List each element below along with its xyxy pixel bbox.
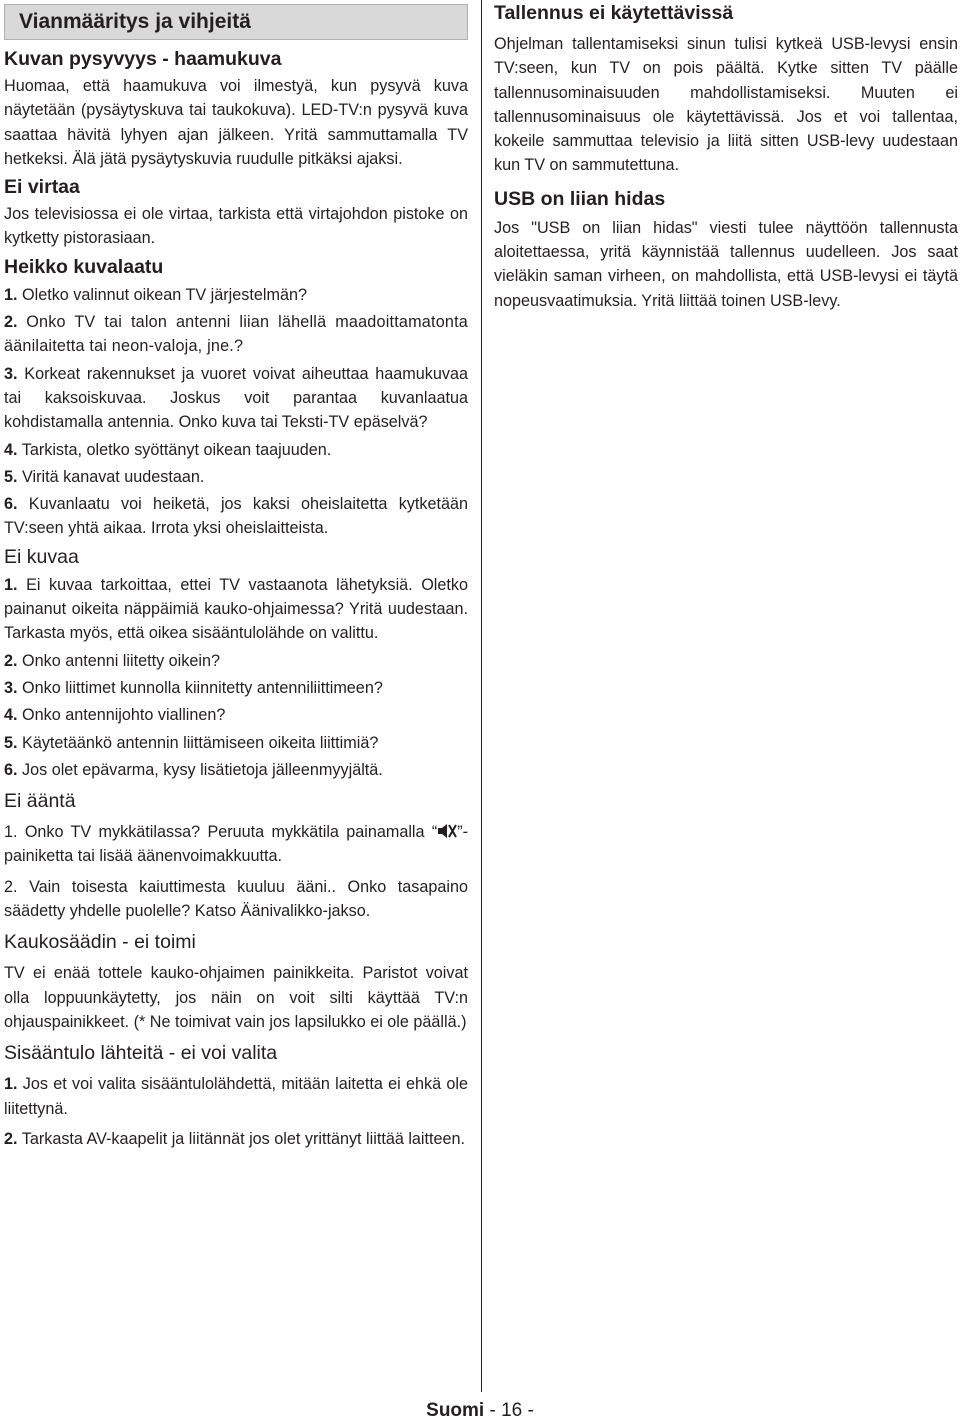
left-column [4, 0, 468, 1151]
item-number: 1. [4, 823, 18, 842]
section-ghost-image [4, 46, 468, 171]
page-footer [0, 1400, 960, 1422]
item-number: 1. [4, 575, 18, 594]
item-text: Onko liittimet kunnolla kiinnitetty antenniliittimeen? [22, 678, 383, 697]
item-number: 1. [4, 285, 18, 304]
item-number: 5. [4, 733, 18, 752]
item-text: Jos et voi valita sisääntulolähdettä, mitään laitetta ei ehkä ole liitettynä. [4, 1075, 468, 1118]
item-number: 2. [4, 313, 18, 332]
item-number: 4. [4, 440, 18, 459]
item-text: Ei kuvaa tarkoittaa, ettei TV vastaanota lähetyksiä. Oletko painanut oikeita näppäimiä kauko-ohjaimessa? Yritä uudestaan. Tarkasta myös, että oikea sisääntulolähde on valittu. [4, 575, 468, 643]
item-number: 3. [4, 364, 18, 383]
item-text: Viritä kanavat uudestaan. [22, 467, 205, 486]
list-item [4, 362, 468, 435]
page-number: - 16 - [489, 1400, 534, 1421]
section-poor-picture [4, 254, 468, 541]
section-heading: Heikko kuvalaatu [4, 255, 164, 278]
item-number: 5. [4, 467, 18, 486]
item-number: 1. [4, 1075, 18, 1094]
item-list [4, 283, 468, 541]
item-number: 2. [4, 1129, 18, 1148]
section-text: Huomaa, että haamukuva voi ilmestyä, kun pysyvä kuva näytetään (pysäytyskuva tai taukokuva). LED-TV:n pysyvä kuva saattaa hävitä lyhyen ajan jälkeen. Yritä sammuttamalla TV hetkeksi. Älä jätä pysäytyskuvia ruudulle pitkäksi ajaksi. [4, 77, 468, 168]
section-text: Jos televisiossa ei ole virtaa, tarkista että virtajohdon pistoke on kytketty pistorasiaan. [4, 205, 468, 248]
page-title: Vianmääritys ja vihjeitä [19, 10, 251, 33]
item-text-before-icon: Onko TV mykkätilassa? Peruuta mykkätila painamalla “ [24, 823, 438, 842]
section-usb-slow [494, 186, 958, 313]
item-text: Onko antennijohto viallinen? [22, 706, 226, 725]
list-item [4, 820, 468, 869]
section-recording-unavailable [494, 0, 958, 178]
item-text: Tarkista, oletko syöttänyt oikean taajuuden. [21, 440, 332, 459]
section-no-picture [4, 544, 468, 782]
list-item [4, 703, 468, 727]
list-item [4, 465, 468, 489]
section-heading: Kuvan pysyvyys - haamukuva [4, 48, 282, 70]
title-box [4, 4, 468, 40]
section-text: TV ei enää tottele kauko-ohjaimen painikkeita. Paristot voivat olla loppuunkäytetty, jos näin on voit silti käyttää TV:n ohjauspainikkeet. (* Ne toimivat vain jos lapsilukko ei ole päällä.) [4, 964, 468, 1031]
item-text: Kuvanlaatu voi heiketä, jos kaksi oheislaitetta kytketään TV:seen yhtä aikaa. Irrota yksi oheislaitteista. [4, 495, 468, 538]
item-text: Onko TV tai talon antenni liian lähellä maadoittamatonta äänilaitetta tai neon-valoja, jne.? [4, 313, 468, 356]
list-item [4, 438, 468, 462]
section-heading: Ei kuvaa [4, 545, 79, 568]
item-text: Onko antenni liitetty oikein? [22, 651, 220, 670]
right-column [494, 0, 958, 313]
section-heading: Tallennus ei käytettävissä [494, 2, 734, 24]
section-heading: Ei ääntä [4, 790, 76, 813]
footer-language: Suomi [426, 1400, 485, 1421]
list-item [4, 310, 468, 359]
list-item [4, 649, 468, 673]
list-item [4, 731, 468, 755]
item-list [4, 573, 468, 782]
section-text: Ohjelman tallentamiseksi sinun tulisi kytkeä USB-levysi ensin TV:seen, kun TV on pois päältä. Kytke sitten TV päälle tallennusominaisuuden mahdollistamiseksi. Muuten ei tallennusominaisuus ole käytettävissä. Jos et voi tallentaa, kokeile sammuttaa televisio ja liitä sitten USB-levy uudestaan kun TV on sammutettuna. [494, 35, 958, 175]
list-item [4, 283, 468, 307]
section-heading: Kaukosäädin - ei toimi [4, 931, 196, 954]
section-heading: Sisääntulo lähteitä - ei voi valita [4, 1042, 278, 1065]
section-no-sound [4, 788, 468, 923]
item-text: Vain toisesta kaiuttimesta kuuluu ääni.. Onko tasapaino säädetty yhdelle puolelle? Katso Äänivalikko-jakso. [4, 877, 468, 921]
section-remote [4, 929, 468, 1034]
item-text: Korkeat rakennukset ja vuoret voivat aiheuttaa haamukuvaa tai kaksoiskuvaa. Joskus voit parantaa kuvanlaatua kohdistamalla antennia. Onko kuva tai Teksti-TV epäselvä? [4, 364, 468, 432]
item-text: Jos olet epävarma, kysy lisätietoja jälleenmyyjältä. [22, 760, 383, 779]
section-input-source [4, 1040, 468, 1151]
list-item [4, 758, 468, 782]
item-number: 2. [4, 651, 18, 670]
item-text: Tarkasta AV-kaapelit ja liitännät jos olet yrittänyt liittää laitteen. [21, 1129, 466, 1148]
list-item [4, 492, 468, 541]
item-number: 4. [4, 706, 18, 725]
item-number: 3. [4, 678, 18, 697]
list-item [4, 875, 468, 924]
list-item [4, 676, 468, 700]
item-number: 6. [4, 495, 18, 514]
section-no-power [4, 174, 468, 251]
section-text: Jos "USB on liian hidas" viesti tulee näyttöön tallennusta aloitettaessa, yritä käynnistää tallennus uudelleen. Jos saat vieläkin saman virheen, on mahdollista, että USB-levysi ei täytä nopeusvaatimuksia. Yritä liittää toinen USB-levy. [494, 218, 958, 310]
section-heading: USB on liian hidas [494, 187, 666, 210]
item-number: 6. [4, 760, 18, 779]
list-item [4, 1127, 468, 1151]
list-item [4, 573, 468, 646]
column-divider [481, 0, 482, 1392]
item-text-after-icon: ”-painiketta tai lisää äänenvoimakkuutta. [4, 823, 469, 866]
section-heading: Ei virtaa [4, 176, 80, 199]
item-number: 2. [4, 877, 18, 896]
mute-icon [437, 822, 457, 840]
list-item [4, 1072, 468, 1121]
item-text: Oletko valinnut oikean TV järjestelmän? [22, 285, 307, 304]
item-text: Käytetäänkö antennin liittämiseen oikeita liittimiä? [22, 733, 379, 752]
